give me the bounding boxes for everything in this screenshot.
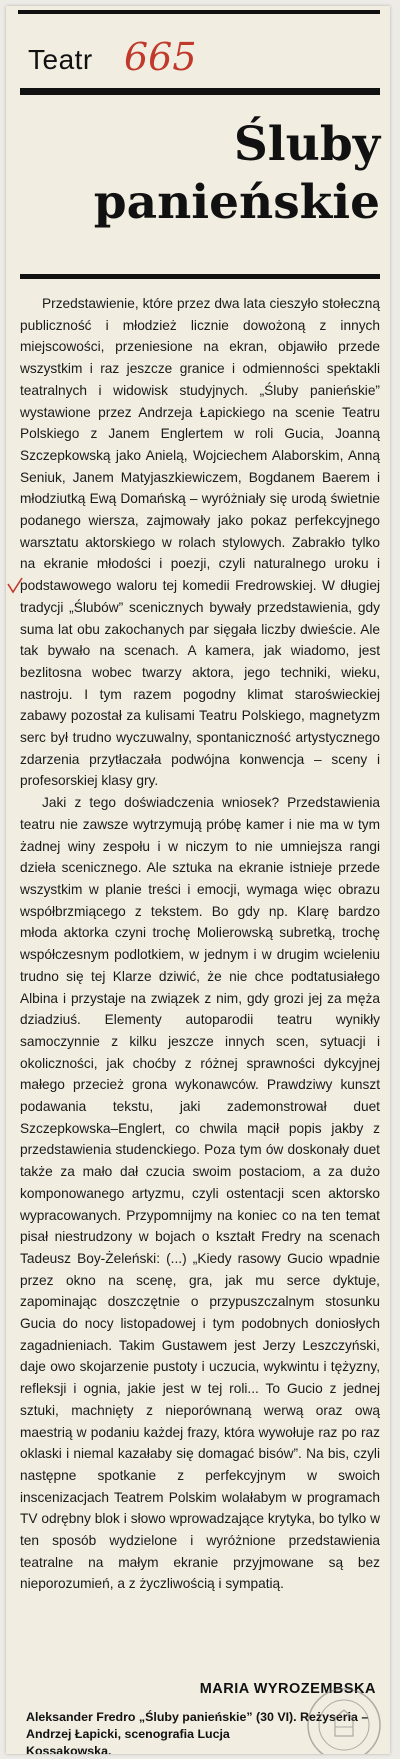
author-byline: MARIA WYROZEMBSKA: [199, 1681, 376, 1697]
article-paragraph-1: Przedstawienie, które przez dwa lata cieszyło stołeczną publiczność i młodzież licznie dowożoną z innych miejscowości, przeniesione na ekran, objawiło przede wszystkim i raz jeszcze granice i odmienności spektakli teatralnych i widowisk studyjnych. „Śluby panieńskie” wystawione przez Andrzeja Łapickiego na scenie Teatru Polskiego z Janem Englertem w roli Gucia, Joanną Szczepkowską jako Anielą, Wojciechem Alaborskim, Anną Seniuk, Janem Matyjaszkiewiczem, Bogdanem Baerem i młodziutką Ewą Domańską – wyróżniały się urodą świetnie podanego wiersza, zajmowały jako pokaz perfekcyjnego warsztatu aktorskiego w rolach stylowych. Zabrakło tylko na ekranie młodości i poezji, czyli naturalnego uroku i podstawowego waloru tej komedii Fredrowskiej. W długiej tradycji „Ślubów” scenicznych bywały przedstawienia, gdy suma lat obu zakochanych par sięgała liczby dwieście. Ale tak bywało na scenach. A kamera, jak wiadomo, jest bezlitosna wobec twarzy aktora, jego techniki, wieku, nastroju. I tym razem pogodny klimat staroświeckiej zabawy pozostał za kulisami Teatru Polskiego, magnetyzm serc był trudno wyczuwalny, spontaniczność artystycznego zdarzenia przytłaczała podwójna konwencja – sceny i profesorskiej klasy gry.: [20, 296, 380, 789]
article-body: [20, 293, 380, 1595]
section-label: Teatr: [28, 44, 93, 75]
headline-rule: [20, 274, 380, 279]
headline-line-2: panieńskie: [93, 175, 380, 230]
svg-text:665: 665: [124, 35, 197, 78]
credits-line-1: Aleksander Fredro „Śluby panieńskie” (30 VI). Reżyseria – Andrzej Łapicki, scenografia Lucja: [26, 1710, 369, 1741]
library-stamp-icon: [305, 1686, 383, 1754]
top-rule: [18, 10, 380, 14]
credits-line-2: Kossakowska.: [26, 1744, 112, 1754]
article-paragraph-2: Jaki z tego doświadczenia wniosek? Przedstawienia teatru nie zawsze wytrzymują próbę kamer i nie ma w tym żadnej winy zespołu i w niczym to nie umniejsza rangi dzieła scenicznego. Ale sztuka na ekranie istnieje przede wszystkim w planie treści i emocji, wymaga więc obrazu współbrzmiącego z tekstem. Bo gdy np. Klarę bardzo młoda aktorka czyni trochę Molierowską subretką, trochę współczesnym podlotkiem, w jednym i w drugim wcieleniu trudno się tej Klarze dziwić, że nie chce podtatusiałego Albina i przystaje na związek z nim, gdy grozi jej za męża dziadziuś. Elementy autoparodii teatru wynikły samoczynnie z kilku jeszcze innych scen, sytuacji i okoliczności, jak choćby z różnej sprawności dykcyjnej małego przecież grona wykonawców. Prawdziwy kunszt podawania tekstu, jaki zademonstrował duet Szczepkowska–Englert, co chwila mącił popis jakby z przedstawienia studenckiego. Poza tym ów doskonały duet także za mało dał czucia swoim postaciom, a za dużo komponowanego artyzmu, czyli ostentacji scen aktorsko wypracowanych. Przypomnijmy na koniec co na ten temat pisał niestrudzony w bojach o kształt Fredry na scenach Tadeusz Boy-Żeleński: (...) „Kiedy rasowy Gucio wpadnie przez okno na scenę, gra, jak mu serce dyktuje, zapominając doszczętnie o przypuszczalnym stosunku Gucia do nocy listopadowej i tym podobnych doniosłych zagadnieniach. Takim Gustawem jest Jerzy Leszczyński, daje owo skojarzenie pustoty i uczucia, wykwintu i tężyzny, refleksji i ognia, jakie jest w tej roli... To Gucio z jednej sztuki, machnięty z nieporównaną werwą oraz ową maestrią w podaniu każdej frazy, która wywołuje raz po raz oklaski i niemal kazałaby się domagać bisów”. Na bis, czyli następne spotkanie z perfekcyjnym w swoich inscenizacjach Teatrem Polskim wolałabym w programach TV odrębny blok i słowo wprowadzające krytyka, bo tylko w ten sposób wydzielone i wyróżnione przedstawienia teatralne na małym ekranie przyjmowane są bez nieporozumień, a z życzliwością i sympatią.: [20, 795, 380, 1592]
section-rule: [20, 88, 380, 95]
handwritten-number: [122, 34, 212, 78]
headline-line-1: Śluby: [233, 117, 380, 172]
newspaper-clipping: [6, 6, 390, 1754]
headline: [20, 116, 380, 232]
